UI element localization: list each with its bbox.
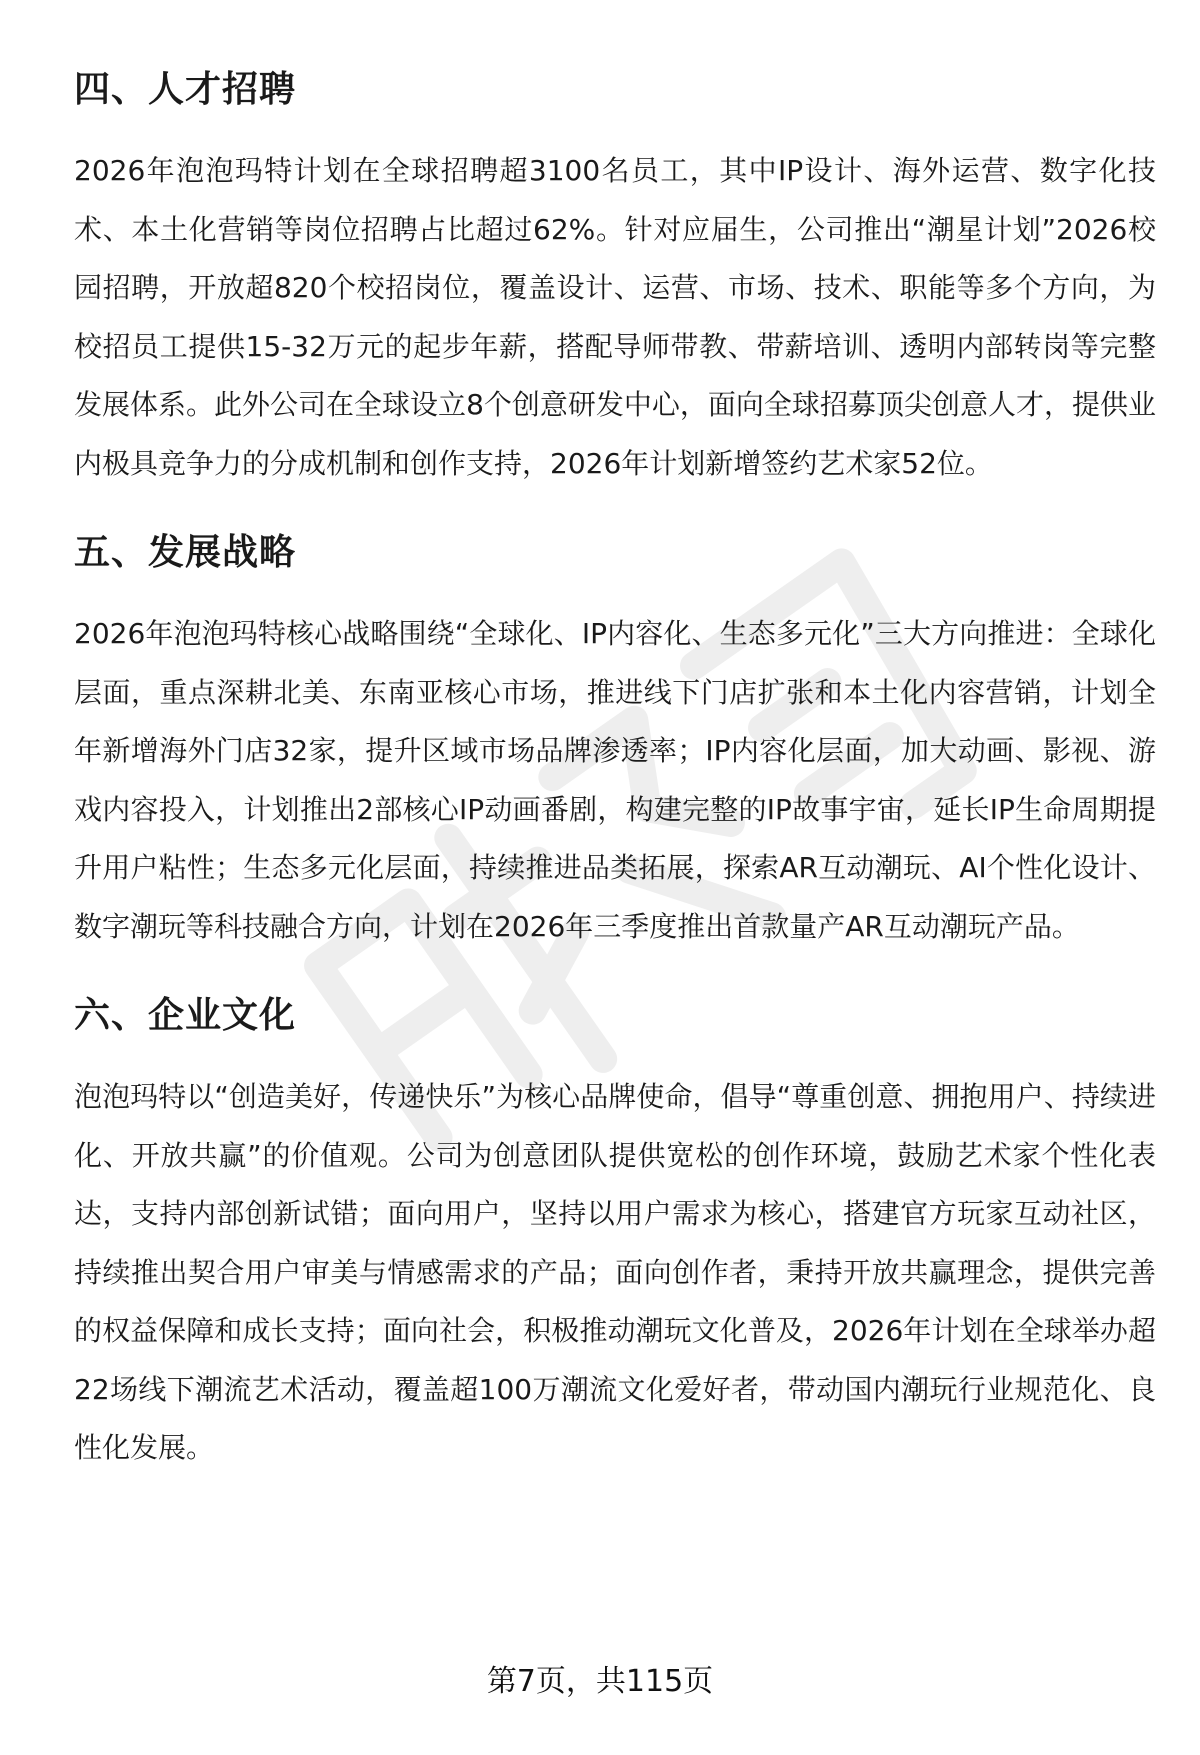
section-development-strategy: [74, 523, 1156, 956]
section-corporate-culture: [74, 986, 1156, 1478]
section-talent-recruitment: [74, 60, 1156, 493]
page-number-footer: 第7页，共115页: [486, 1664, 714, 1699]
section-title: 六、企业文化: [74, 995, 297, 1036]
section-title: 四、人才招聘: [74, 69, 297, 110]
section-body: 泡泡玛特以“创造美好，传递快乐”为核心品牌使命，倡导“尊重创意、拥抱用户、持续进化、开放共赢”的价值观。公司为创意团队提供宽松的创作环境，鼓励艺术家个性化表达，支持内部创新试错；面向用户，坚持以用户需求为核心，搭建官方玩家互动社区，持续推出契合用户审美与情感需求的产品；面向创作者，秉持开放共赢理念，提供完善的权益保障和成长支持；面向社会，积极推动潮玩文化普及，2026年计划在全球举办超22场线下潮流艺术活动，覆盖超100万潮流文化爱好者，带动国内潮玩行业规范化、良性化发展。: [74, 1080, 1156, 1464]
section-body: 2026年泡泡玛特计划在全球招聘超3100名员工，其中IP设计、海外运营、数字化技术、本土化营销等岗位招聘占比超过62%。针对应届生，公司推出“潮星计划”2026校园招聘，开放超820个校招岗位，覆盖设计、运营、市场、技术、职能等多个方向，为校招员工提供15-32万元的起步年薪，搭配导师带教、带薪培训、透明内部转岗等完整发展体系。此外公司在全球设立8个创意研发中心，面向全球招募顶尖创意人才，提供业内极具竞争力的分成机制和创作支持，2026年计划新增签约艺术家52位。: [74, 154, 1156, 480]
section-title: 五、发展战略: [74, 532, 297, 573]
document-page: [74, 60, 1156, 1508]
section-body: 2026年泡泡玛特核心战略围绕“全球化、IP内容化、生态多元化”三大方向推进：全球化层面，重点深耕北美、东南亚核心市场，推进线下门店扩张和本土化内容营销，计划全年新增海外门店32家，提升区域市场品牌渗透率；IP内容化层面，加大动画、影视、游戏内容投入，计划推出2部核心IP动画番剧，构建完整的IP故事宇宙，延长IP生命周期提升用户粘性；生态多元化层面，持续推进品类拓展，探索AR互动潮玩、AI个性化设计、数字潮玩等科技融合方向，计划在2026年三季度推出首款量产AR互动潮玩产品。: [74, 617, 1156, 943]
